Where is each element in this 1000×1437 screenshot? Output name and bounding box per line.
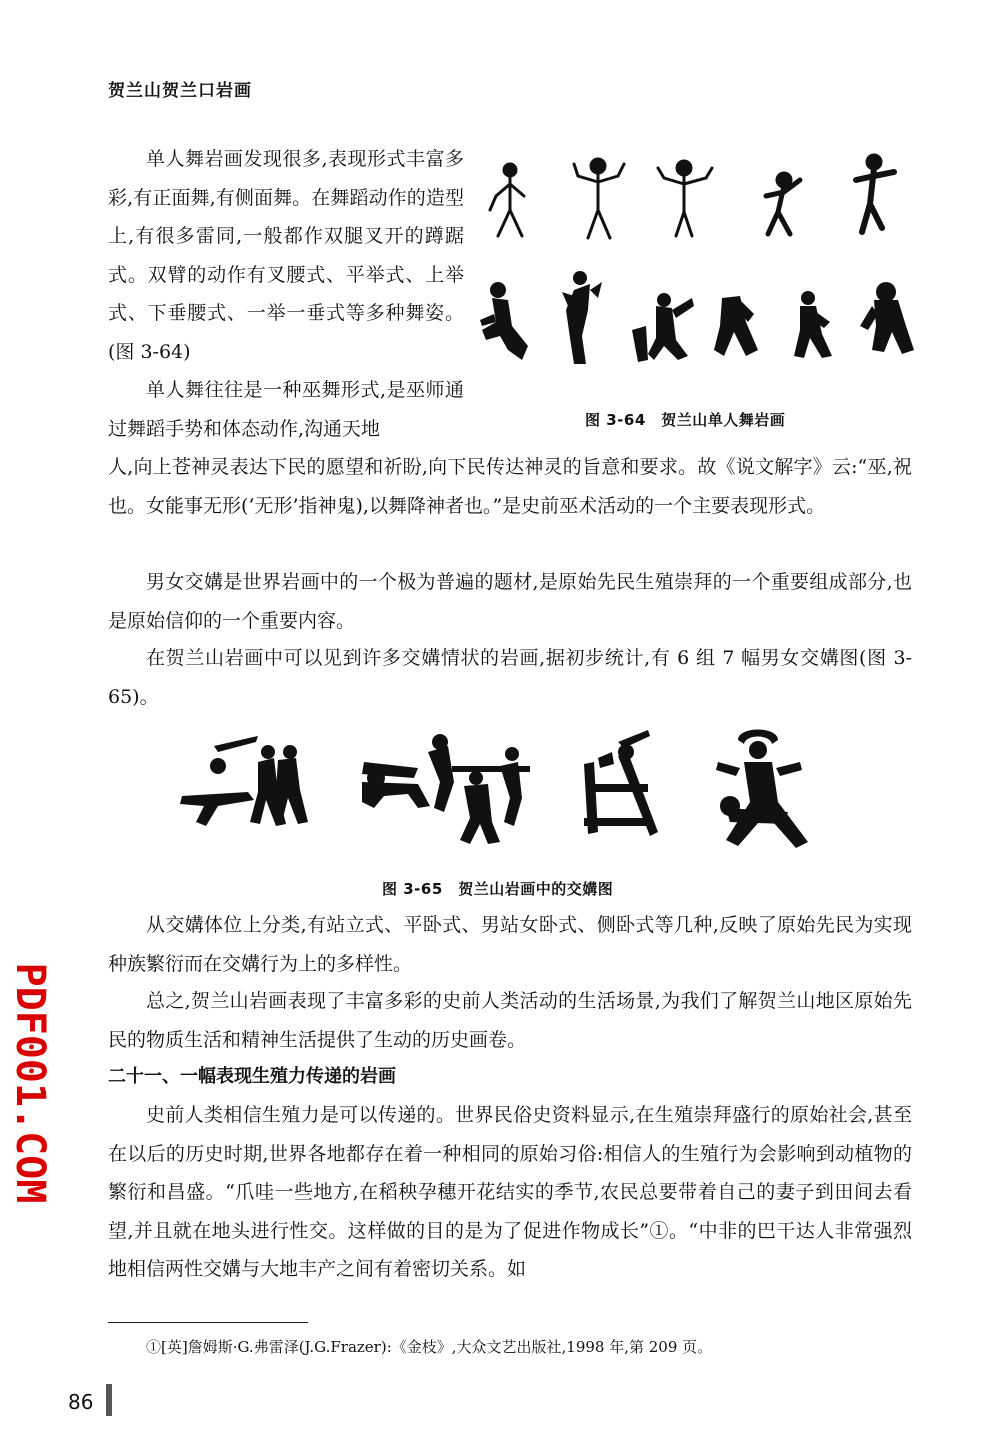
footnote-divider bbox=[108, 1322, 308, 1323]
running-header: 贺兰山贺兰口岩画 bbox=[108, 81, 252, 101]
paragraph-intercourse-theme: 男女交媾是世界岩画中的一个极为普遍的题材,是原始先民生殖崇拜的一个重要组成部分,也是原始信仰的一个重要内容。 bbox=[108, 571, 912, 632]
section-heading: 二十一、一幅表现生殖力传递的岩画 bbox=[108, 1066, 396, 1087]
dancer-glyph bbox=[658, 161, 712, 236]
figure-3-65-caption: 图 3-65 贺兰山岩画中的交媾图 bbox=[382, 880, 614, 898]
figure-3-64-caption: 图 3-64 贺兰山单人舞岩画 bbox=[585, 411, 786, 429]
dancer-glyph bbox=[632, 293, 694, 362]
paragraph-intercourse-positions: 从交媾体位上分类,有站立式、平卧式、男站女卧式、侧卧式等几种,反映了原始先民为实现种族繁衍而在交媾行为上的多样性。 bbox=[108, 914, 912, 975]
watermark: PDF001.COM bbox=[7, 962, 53, 1204]
couple-glyph bbox=[584, 730, 658, 836]
figure-3-64-petroglyphs bbox=[478, 150, 918, 380]
dancer-glyph bbox=[860, 282, 914, 354]
dancer-glyph bbox=[562, 271, 602, 364]
paragraph-conclusion: 总之,贺兰山岩画表现了丰富多彩的史前人类活动的生活场景,为我们了解贺兰山地区原始先民的物质生活和精神生活提供了生动的历史画卷。 bbox=[108, 990, 912, 1051]
dancer-glyph bbox=[766, 173, 800, 234]
paragraph-single-dance: 单人舞岩画发现很多,表现形式丰富多彩,有正面舞,有侧面舞。在舞蹈动作的造型上,有很多雷同,一般都作双腿叉开的蹲踞式。双臂的动作有叉腰式、平举式、上举式、下垂腰式、一举一垂式等多种舞姿。(图 3-64) bbox=[108, 148, 464, 363]
page-number: 86 bbox=[68, 1390, 94, 1414]
paragraph-intercourse-count: 在贺兰山岩画中可以见到许多交媾情状的岩画,据初步统计,有 6 组 7 幅男女交媾图(图 3-65)。 bbox=[108, 647, 912, 708]
dancer-glyph bbox=[480, 282, 528, 360]
dancer-glyph bbox=[490, 164, 524, 236]
paragraph-shaman-dance-cont: 人,向上苍神灵表达下民的愿望和祈盼,向下民传达神灵的旨意和要求。故《说文解字》云:“巫,祝也。女能事无形(‘无形’指神鬼),以舞降神者也。”是史前巫术活动的一个主要表现形式。 bbox=[108, 456, 912, 517]
couple-glyph bbox=[716, 730, 808, 849]
couple-glyph bbox=[362, 734, 530, 844]
dancer-glyph bbox=[714, 296, 758, 356]
figure-3-65-petroglyphs bbox=[178, 722, 838, 862]
page-number-bar bbox=[106, 1384, 112, 1416]
dancer-glyph bbox=[856, 155, 894, 232]
footnote: ①[英]詹姆斯·G.弗雷泽(J.G.Frazer):《金枝》,大众文艺出版社,1998 年,第 209 页。 bbox=[146, 1338, 713, 1356]
dancer-glyph bbox=[574, 159, 624, 238]
couple-glyph bbox=[180, 736, 308, 826]
paragraph-shaman-dance: 单人舞往往是一种巫舞形式,是巫师通过舞蹈手势和体态动作,沟通天地 bbox=[108, 379, 464, 440]
dancer-glyph bbox=[794, 291, 832, 358]
paragraph-fertility-transfer: 史前人类相信生殖力是可以传递的。世界民俗史资料显示,在生殖崇拜盛行的原始社会,甚至在以后的历史时期,世界各地都存在着一种相同的原始习俗:相信人的生殖行为会影响到动植物的繁衍和昌盛。“爪哇一些地方,在稻秧孕穗开花结实的季节,农民总要带着自己的妻子到田间去看望,并且就在地头进行性交。这样做的目的是为了促进作物成长”①。“中非的巴干达人非常强烈地相信两性交媾与大地丰产之间有着密切关系。如 bbox=[108, 1104, 912, 1280]
